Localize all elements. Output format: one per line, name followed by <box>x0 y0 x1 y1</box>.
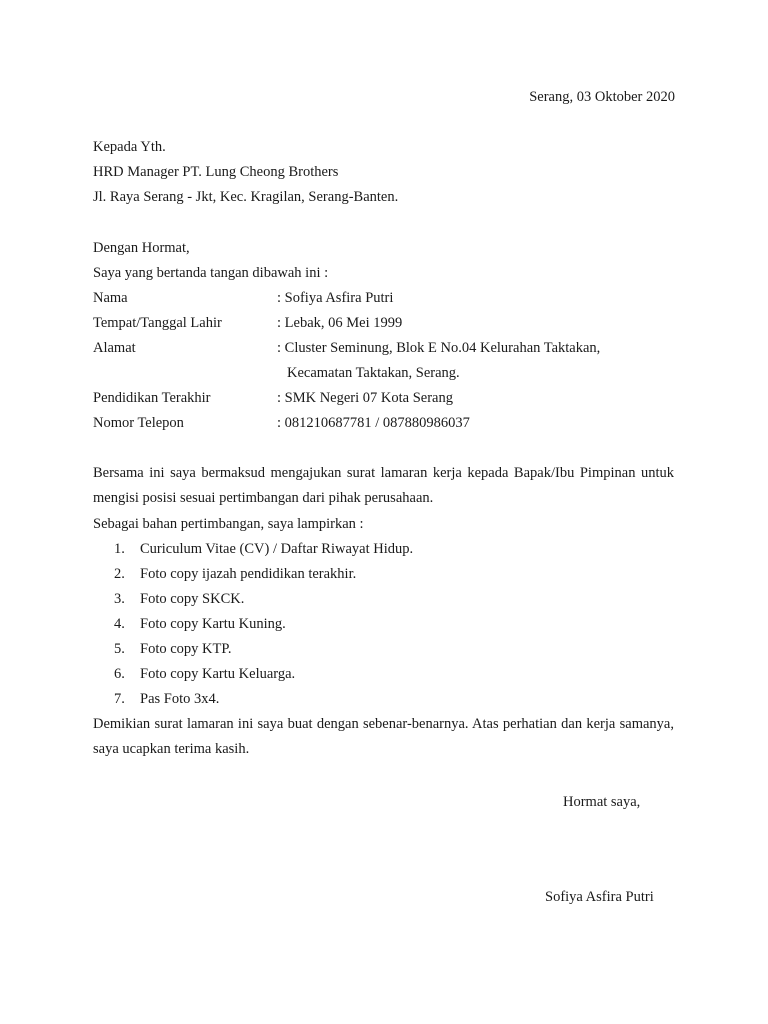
place-date: Serang, 03 Oktober 2020 <box>529 89 675 105</box>
recipient-name: HRD Manager PT. Lung Cheong Brothers <box>93 164 339 180</box>
list-item-number: 4. <box>114 616 125 632</box>
list-item: Foto copy ijazah pendidikan terakhir. <box>140 566 357 582</box>
list-item-number: 2. <box>114 566 125 582</box>
field-value-alamat: : Cluster Seminung, Blok E No.04 Kelurahan Taktakan, <box>277 340 601 356</box>
field-value-alamat-cont: Kecamatan Taktakan, Serang. <box>287 365 460 381</box>
list-item-number: 6. <box>114 666 125 682</box>
field-label-ttl: Tempat/Tanggal Lahir <box>93 315 222 331</box>
list-item: Foto copy KTP. <box>140 641 232 657</box>
signature-name: Sofiya Asfira Putri <box>545 889 654 905</box>
list-item-number: 3. <box>114 591 125 607</box>
list-item: Foto copy Kartu Kuning. <box>140 616 286 632</box>
list-item-number: 5. <box>114 641 125 657</box>
field-label-nama: Nama <box>93 290 128 306</box>
list-item: Pas Foto 3x4. <box>140 691 220 707</box>
list-item: Foto copy SKCK. <box>140 591 245 607</box>
field-value-telepon: : 081210687781 / 087880986037 <box>277 415 470 431</box>
field-value-pendidikan: : SMK Negeri 07 Kota Serang <box>277 390 453 406</box>
field-label-alamat: Alamat <box>93 340 136 356</box>
intro-text: Saya yang bertanda tangan dibawah ini : <box>93 265 329 281</box>
body-paragraph: Bersama ini saya bermaksud mengajukan surat lamaran kerja kepada Bapak/Ibu Pimpinan untuk mengisi posisi sesuai pertimbangan dari pihak perusahaan. <box>93 465 674 506</box>
greeting: Dengan Hormat, <box>93 240 190 256</box>
recipient-address: Jl. Raya Serang - Jkt, Kec. Kragilan, Serang-Banten. <box>93 189 399 205</box>
attachments-intro: Sebagai bahan pertimbangan, saya lampirkan : <box>93 516 364 532</box>
field-label-telepon: Nomor Telepon <box>93 415 184 431</box>
field-value-nama: : Sofiya Asfira Putri <box>277 290 394 306</box>
closing-paragraph: Demikian surat lamaran ini saya buat dengan sebenar-benarnya. Atas perhatian dan kerja samanya, saya ucapkan terima kasih. <box>93 716 674 757</box>
field-label-pendidikan: Pendidikan Terakhir <box>93 390 211 406</box>
list-item-number: 7. <box>114 691 125 707</box>
list-item: Foto copy Kartu Keluarga. <box>140 666 296 682</box>
closing-text: Hormat saya, <box>563 794 641 810</box>
list-item: Curiculum Vitae (CV) / Daftar Riwayat Hidup. <box>140 541 414 557</box>
list-item-number: 1. <box>114 541 125 557</box>
field-value-ttl: : Lebak, 06 Mei 1999 <box>277 315 403 331</box>
recipient-salutation: Kepada Yth. <box>93 139 166 155</box>
